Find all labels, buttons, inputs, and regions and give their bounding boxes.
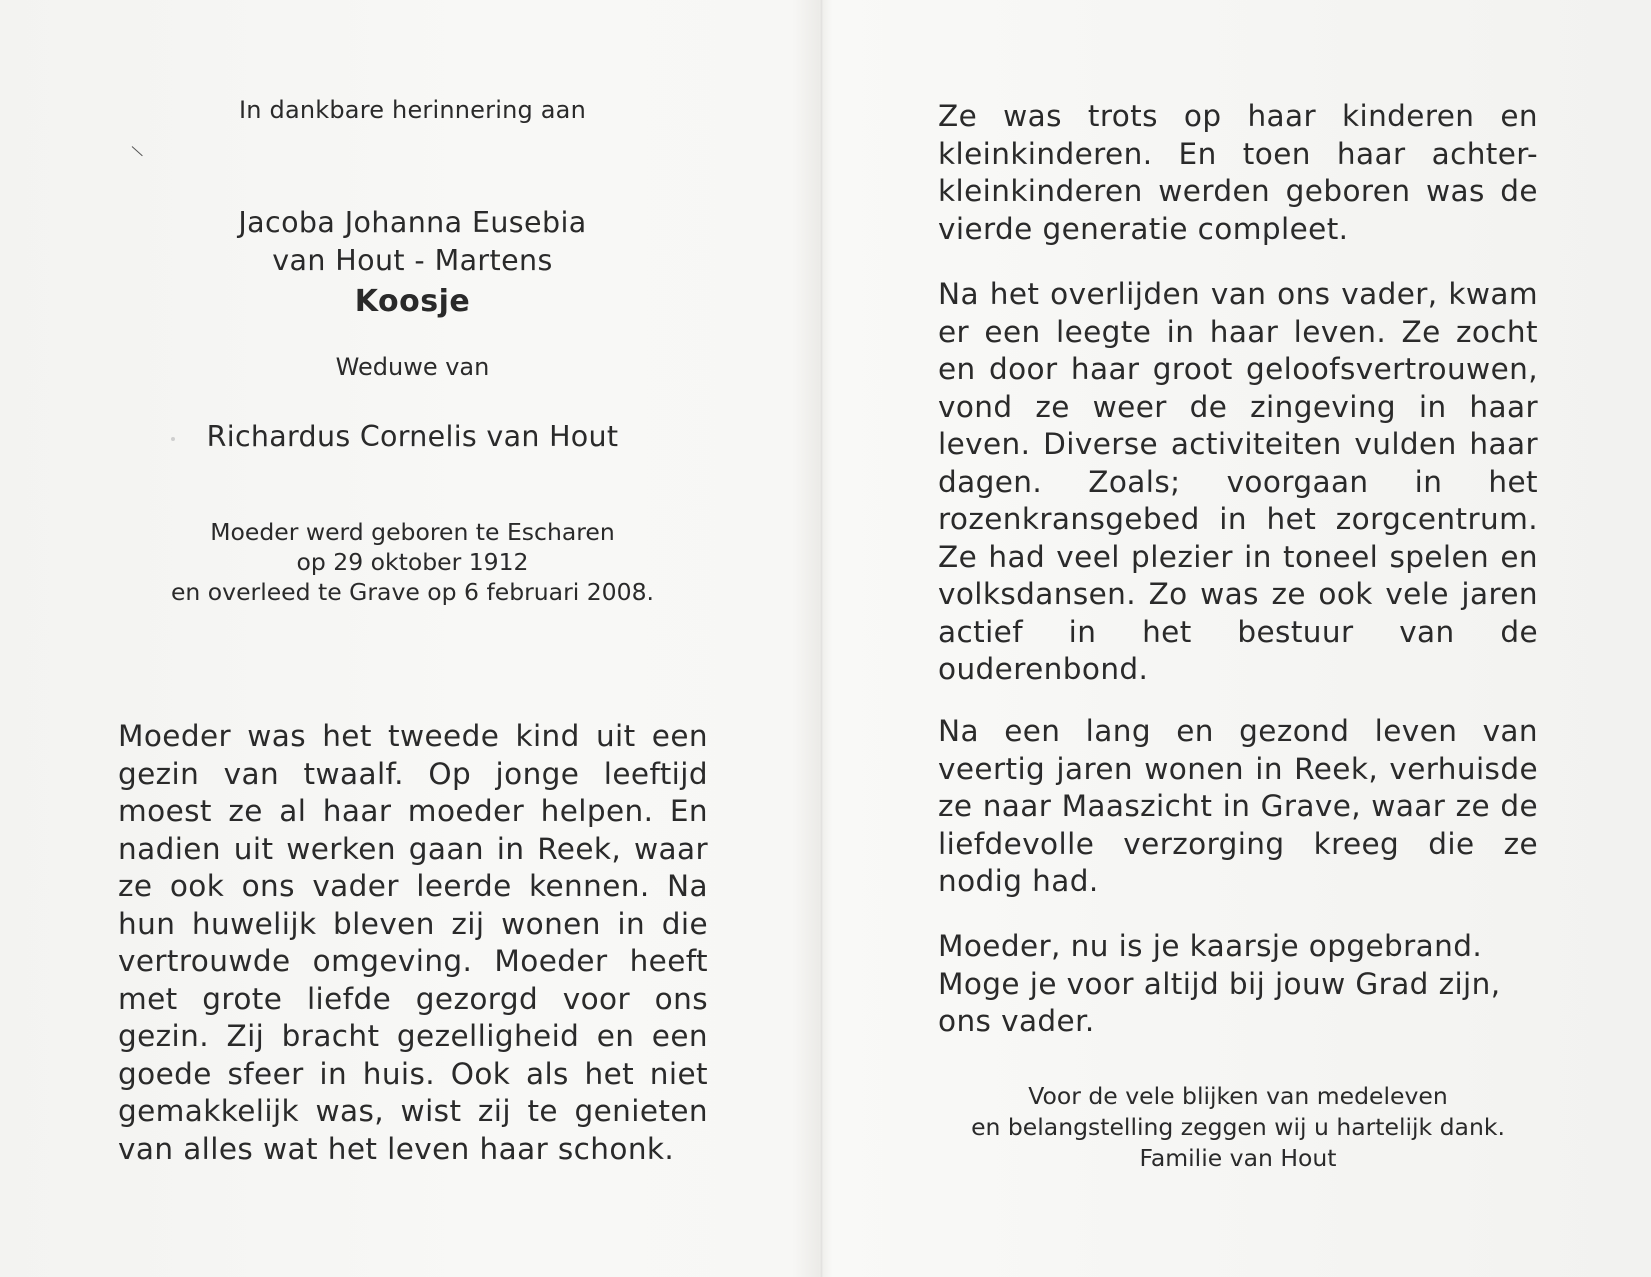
biography-paragraph: Moeder was het tweede kind uit een gezin van twaalf. Op jonge leeftijd moest ze al haar moeder helpen. En nadien uit werken gaan in Reek, waar ze ook ons vader leerde kennen. Na hun huwelijk bleven zij wonen in die vertrouwde omgeving. Moeder heeft met grote liefde gezorgd voor ons gezin. Zij bracht gezelligheid en een goede sfeer in huis. Ook als het niet gemakkelijk was, wist zij te genieten van alles wat het leven haar schonk. [118, 719, 708, 1166]
closing-line: Moge je voor altijd bij jouw Grad zijn, [938, 966, 1501, 1001]
family-names: van Hout - Martens [272, 244, 553, 277]
death-info: en overleed te Grave op 6 februari 2008. [170, 578, 655, 606]
pen-mark [132, 146, 143, 156]
thanks-line: en belangstelling zeggen wij u hartelijk dank. [971, 1113, 1505, 1141]
right-panel [823, 0, 1651, 1277]
given-names: Jacoba Johanna Eusebia [238, 206, 587, 239]
nickname: Koosje [354, 284, 471, 319]
thanks-line: Voor de vele blijken van medeleven [1028, 1082, 1448, 1110]
birth-date: op 29 oktober 1912 [296, 548, 529, 576]
life-dates [120, 517, 705, 607]
family-signature: Familie van Hout [1139, 1144, 1337, 1172]
closing-line: Moeder, nu is je kaarsje opgebrand. [938, 929, 1483, 963]
paragraph-move: Na een lang en gezond leven van veertig jaren wonen in Reek, verhuisde ze naar Maaszicht in Grave, waar ze de liefdevolle verzorging kreeg die ze nodig had. [938, 714, 1538, 898]
birth-place: Moeder werd geboren te Escharen [210, 518, 615, 546]
widow-of-label: Weduwe van [335, 353, 490, 381]
thanks-note [923, 1081, 1553, 1174]
deceased-name [150, 204, 675, 280]
intro-text: In dankbare herinnering aan [239, 96, 586, 124]
closing-verse [938, 928, 1538, 1041]
paragraph-children: Ze was trots op haar kinderen en kleinkinderen. En toen haar achter-kleinkinderen werden geboren was de vierde generatie compleet. [938, 99, 1538, 246]
closing-line: ons vader. [938, 1004, 1095, 1038]
husband-name: Richardus Cornelis van Hout [206, 420, 619, 453]
paragraph-after-loss: Na het overlijden van ons vader, kwam er een leegte in haar leven. Ze zocht en door haar groot geloofsvertrouwen, vond ze weer de zingeving in haar leven. Diverse activiteiten vulden haar dagen. Zoals; voorgaan in het rozenkransgebed in het zorgcentrum. Ze had veel plezier in toneel spelen en volksdansen. Zo was ze ook vele jaren actief in het bestuur van de ouderenbond. [938, 277, 1538, 686]
left-panel [0, 0, 820, 1277]
